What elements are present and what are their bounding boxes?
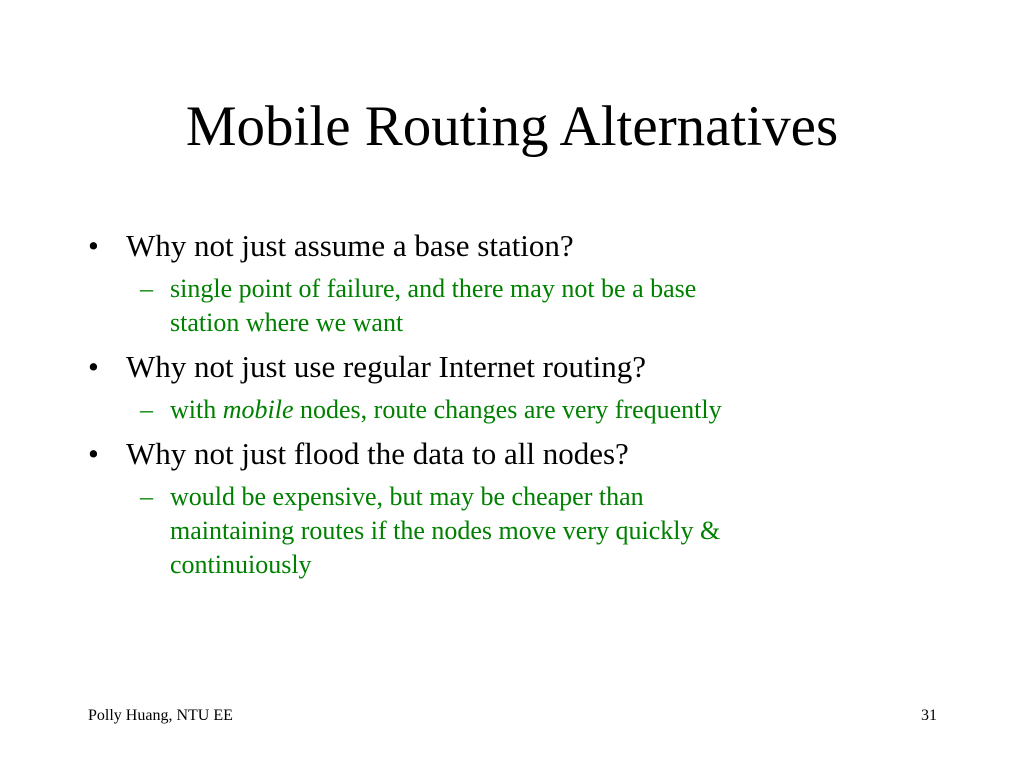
sub-bullet-line: continuiously [170, 550, 312, 579]
sub-bullet-marker: – [140, 482, 153, 511]
sub-bullet-line [170, 393, 900, 427]
sub-bullet-text-after: nodes, route changes are very frequently [293, 395, 722, 424]
sub-bullet-text [170, 393, 900, 427]
footer-author: Polly Huang, NTU EE [88, 707, 233, 724]
bullet-text: Why not just use regular Internet routing? [126, 349, 646, 384]
sub-bullet-line: single point of failure, and there may not be a base [170, 274, 697, 303]
sub-bullet-emphasis: mobile [222, 395, 294, 424]
sub-bullet-line: station where we want [170, 308, 404, 337]
sub-bullet-text-before: with [170, 395, 223, 424]
sub-bullet-marker: – [140, 274, 153, 303]
bullet-marker: • [88, 228, 99, 263]
bullet-text: Why not just assume a base station? [126, 228, 574, 263]
sub-bullet-line: maintaining routes if the nodes move very quickly & [170, 516, 721, 545]
slide-number: 31 [921, 707, 937, 724]
sub-bullet-text [170, 272, 900, 340]
bullet-marker: • [88, 349, 99, 384]
sub-bullet-line: would be expensive, but may be cheaper than [170, 482, 644, 511]
slide-title: Mobile Routing Alternatives [185, 95, 839, 158]
bullet-marker: • [88, 436, 99, 471]
bullet-text: Why not just flood the data to all nodes? [126, 436, 629, 471]
sub-bullet-marker: – [140, 395, 153, 424]
sub-bullet-text [170, 480, 900, 582]
